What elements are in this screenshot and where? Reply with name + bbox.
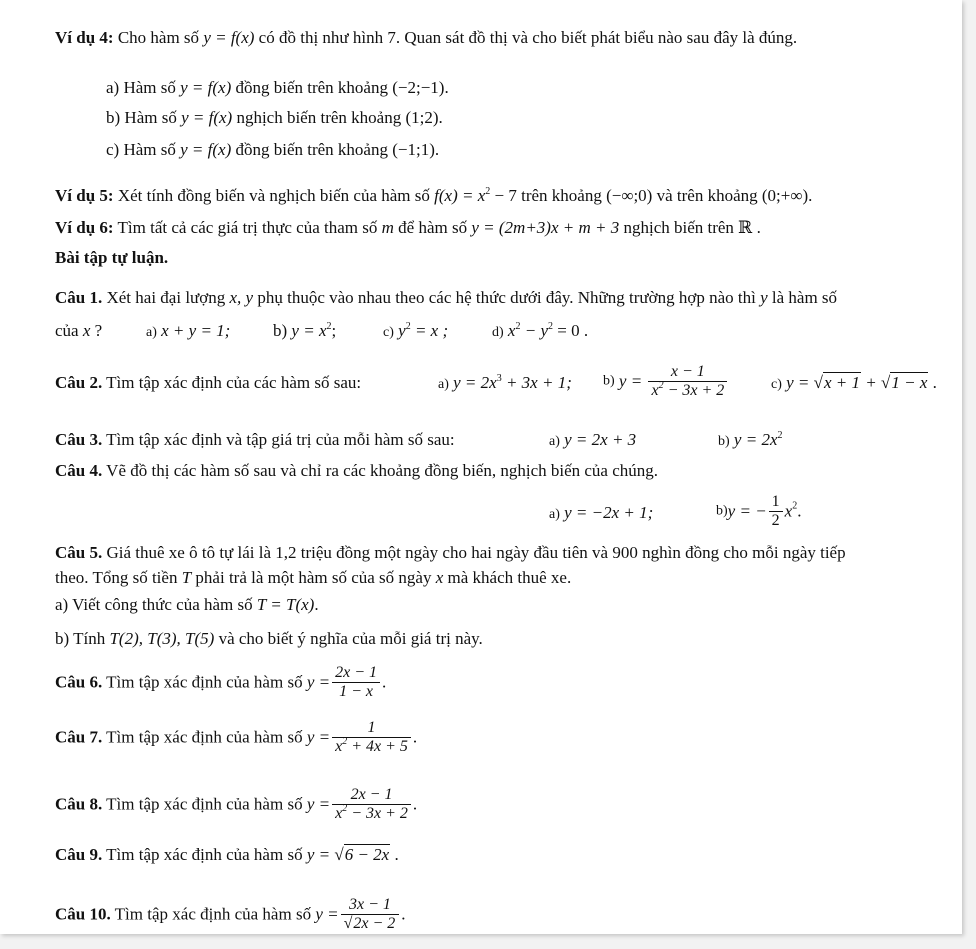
example-5-text-c: và trên khoảng (652, 186, 762, 205)
example-5-statement (55, 186, 812, 206)
q2-option-a-exp: 3 (496, 373, 502, 384)
q7-den-tail: + 4x + 5 (347, 738, 408, 755)
example-6-text-a: Tìm tất cả các giá trị thực của tham số (113, 218, 382, 237)
question-2-label: Câu 2. (55, 373, 103, 392)
q1-text-b: phụ thuộc vào nhau theo các hệ thức dưới đây. Những trường hợp nào thì (253, 288, 761, 307)
q1-text-a: Xét hai đại lượng (102, 288, 230, 307)
q2-option-c-radicand-1: x + 1 (824, 373, 861, 392)
q8-fraction (332, 786, 411, 823)
option-func: y = f(x) (181, 108, 233, 127)
option-interval: (1;2) (405, 108, 439, 127)
example-6-param: m (381, 218, 394, 237)
q1-option-c-label: c) (383, 325, 394, 340)
q10-end: . (401, 904, 406, 924)
q10-text: Tìm tập xác định của hàm số (110, 904, 316, 924)
q2-option-b (603, 363, 729, 400)
q8-numerator: 2x − 1 (350, 786, 393, 803)
q2-den-tail: − 3x + 2 (663, 382, 725, 399)
question-5-part-a (55, 595, 319, 615)
option-prefix: a) Hàm số (106, 78, 181, 97)
example-5-end: . (808, 186, 813, 205)
q4-option-b-fraction (769, 493, 783, 530)
q5-line2-c: mà khách thuê xe. (443, 568, 572, 587)
option-end: . (444, 78, 449, 97)
option-func: y = f(x) (180, 140, 232, 159)
q1-option-b-expr: y = x (291, 321, 327, 340)
example-5-interval-2: (0;+∞) (761, 186, 809, 205)
example-6-label: Ví dụ 6: (55, 218, 114, 237)
q3-option-b-expr: y = 2x (733, 430, 778, 449)
q4-numerator: 1 (771, 493, 780, 510)
question-7 (55, 719, 417, 756)
example-5-exp: 2 (485, 186, 491, 197)
q3-text: Tìm tập xác định và tập giá trị của mỗi hàm số sau: (102, 430, 455, 449)
q2-option-a-expr: y = 2x (453, 373, 497, 392)
q5-line-1: Giá thuê xe ô tô tự lái là 1,2 triệu đồng một ngày cho hai ngày đầu tiên và 900 nghìn đồng cho mỗi ngày tiếp (102, 543, 846, 562)
q2-option-b-fraction (648, 363, 727, 400)
q8-den-var: x (335, 805, 343, 822)
q5-part-a-end: . (314, 595, 319, 614)
q4-text: Vẽ đồ thị các hàm số sau và chỉ ra các khoảng đồng biến, nghịch biến của chúng. (102, 461, 659, 480)
question-8 (55, 786, 417, 823)
option-text: đồng biến trên khoảng (231, 140, 393, 159)
q10-sqrt-sign: √ (343, 915, 353, 932)
q9-lhs: y = √ (306, 845, 344, 864)
question-10 (55, 896, 406, 933)
q8-denominator (332, 804, 411, 823)
q4-option-a (549, 503, 653, 525)
example-5-text-a: Xét tính đồng biến và nghịch biến của hàm số (113, 186, 435, 205)
example-4-statement (55, 28, 797, 48)
q1-option-c-expr: y (398, 321, 406, 340)
q9-end: . (390, 845, 399, 864)
q10-denominator (341, 914, 400, 933)
q3-option-b-exp: 2 (777, 430, 783, 441)
q10-lhs: y = (315, 904, 339, 924)
q3-option-a-label: a) (549, 434, 560, 449)
q2-option-c-mid: + √ (861, 373, 891, 392)
question-2-statement (55, 373, 361, 393)
option-interval: (−2;−1) (392, 78, 445, 97)
q3-option-a (549, 430, 636, 452)
q8-den-exp: 2 (342, 803, 348, 814)
q7-end: . (412, 727, 418, 747)
q8-den-tail: − 3x + 2 (347, 805, 408, 822)
example-4-option-a (106, 78, 449, 98)
q7-den-exp: 2 (342, 736, 348, 747)
q5-var-T: T (181, 568, 192, 587)
q4-option-b (716, 493, 801, 530)
question-5-line-1 (55, 543, 846, 563)
q4-option-a-label: a) (549, 507, 560, 522)
q1-option-b-exp: 2 (326, 321, 332, 332)
question-3-statement (55, 430, 455, 450)
q5-line2-b: phải trả là một hàm số của số ngày (191, 568, 436, 587)
q1-option-a (146, 321, 230, 343)
q2-option-a-tail: + 3x + 1; (501, 373, 572, 392)
q1-option-d-exp: 2 (515, 321, 521, 332)
q1-vars: x, y (229, 288, 254, 307)
option-prefix: c) Hàm số (106, 140, 181, 159)
option-text: nghịch biến trên khoảng (232, 108, 406, 127)
q1-line2-a: của (55, 321, 83, 340)
question-10-label: Câu 10. (55, 904, 111, 924)
option-end: . (434, 140, 440, 159)
q1-option-b-label: b) (273, 321, 288, 340)
example-4-option-b (106, 108, 443, 128)
question-5-label: Câu 5. (55, 543, 103, 562)
q1-option-c-tail: = x ; (410, 321, 449, 340)
q2-option-c (771, 373, 937, 395)
q2-den-exp: 2 (658, 380, 664, 391)
q1-option-d-mid: − y (520, 321, 548, 340)
q5-part-a-text: a) Viết công thức của hàm số (55, 595, 257, 614)
q4-option-b-label: b) (716, 503, 728, 519)
q1-option-a-label: a) (146, 325, 157, 340)
option-end: . (438, 108, 443, 127)
section-title: Bài tập tự luận. (55, 248, 169, 267)
q1-option-c (383, 321, 448, 343)
question-5-line-2 (55, 568, 571, 588)
q1-var-y: y (760, 288, 768, 307)
example-4-text-b: có đồ thị như hình 7. Quan sát đồ thị và cho biết phát biểu nào sau đây là đúng. (254, 28, 798, 47)
q1-option-c-exp: 2 (405, 321, 411, 332)
question-4-statement (55, 461, 658, 481)
question-4-label: Câu 4. (55, 461, 103, 480)
q1-line2-b: ? (90, 321, 103, 340)
q4-option-a-expr: y = −2x + 1; (564, 503, 654, 522)
q2-option-b-label: b) (603, 373, 615, 389)
q4-denominator: 2 (769, 511, 783, 530)
question-6 (55, 664, 386, 701)
q6-end: . (382, 672, 387, 692)
q1-option-d-expr: x (507, 321, 516, 340)
q1-var-x: x (82, 321, 91, 340)
example-5-text-b: trên khoảng (516, 186, 607, 205)
q5-part-b-formula: T(2), T(3), T(5) (109, 629, 215, 648)
q2-option-a-label: a) (438, 377, 449, 392)
option-prefix: b) Hàm số (106, 108, 182, 127)
option-interval: (−1;1) (392, 140, 435, 159)
example-6-text-c: nghịch biến trên ℝ . (619, 218, 761, 237)
q4-option-b-lhs: y = − (727, 501, 767, 521)
q3-option-b (718, 430, 782, 452)
example-5-label: Ví dụ 5: (55, 186, 114, 205)
question-8-label: Câu 8. (55, 794, 103, 814)
q9-text: Tìm tập xác định của hàm số (102, 845, 307, 864)
example-6-statement (55, 218, 761, 238)
q6-text: Tìm tập xác định của hàm số (102, 672, 307, 692)
q5-var-x: x (435, 568, 444, 587)
q6-fraction (332, 664, 380, 701)
q6-lhs: y = (306, 672, 331, 692)
q2-option-c-label: c) (771, 377, 782, 392)
option-func: y = f(x) (180, 78, 232, 97)
q2-option-a (438, 373, 572, 395)
q7-numerator: 1 (367, 719, 376, 736)
q5-line2-a: theo. Tổng số tiền (55, 568, 182, 587)
q10-radicand: 2x − 2 (353, 915, 396, 932)
example-4-option-c (106, 140, 439, 160)
q3-option-a-expr: y = 2x + 3 (564, 430, 637, 449)
q1-option-a-expr: x + y = 1; (161, 321, 231, 340)
q1-text-c: là hàm số (767, 288, 838, 307)
question-1-line-1 (55, 288, 837, 308)
q2-option-c-lhs: y = √ (786, 373, 823, 392)
question-3-label: Câu 3. (55, 430, 103, 449)
q1-option-d-label: d) (492, 325, 504, 340)
q6-numerator: 2x − 1 (335, 664, 378, 681)
q1-option-d-tail: = 0 . (553, 321, 589, 340)
q1-option-b (273, 321, 336, 341)
q3-option-b-label: b) (718, 434, 730, 449)
example-4-label: Ví dụ 4: (55, 28, 114, 47)
example-6-text-b: để hàm số (393, 218, 472, 237)
q2-den-var: x (651, 382, 659, 399)
q10-numerator: 3x − 1 (349, 896, 391, 913)
q1-option-b-end: ; (331, 321, 337, 340)
q6-denominator: 1 − x (332, 682, 380, 701)
question-9-label: Câu 9. (55, 845, 103, 864)
q7-lhs: y = (306, 727, 331, 747)
q8-end: . (412, 794, 418, 814)
q5-part-b-end: và cho biết ý nghĩa của mỗi giá trị này. (214, 629, 483, 648)
q7-denominator (332, 737, 411, 756)
q5-part-b-text: b) Tính (55, 629, 110, 648)
q5-part-a-formula: T = T(x) (256, 595, 315, 614)
q2-option-b-denominator (648, 381, 727, 400)
example-4-text-a: Cho hàm số (117, 28, 204, 47)
q7-den-var: x (335, 738, 343, 755)
question-1-label: Câu 1. (55, 288, 103, 307)
q2-option-c-end: . (928, 373, 937, 392)
example-5-interval-1: (−∞;0) (606, 186, 653, 205)
q1-option-d (492, 321, 588, 343)
q7-fraction (332, 719, 411, 756)
q2-text: Tìm tập xác định của các hàm số sau: (102, 373, 362, 392)
q1-option-d-exp2: 2 (548, 321, 553, 332)
q10-fraction (341, 896, 400, 933)
q8-text: Tìm tập xác định của hàm số (102, 794, 307, 814)
example-5-func: f(x) = x (434, 186, 486, 205)
example-6-func: y = (2m+3)x + m + 3 (471, 218, 620, 237)
q7-text: Tìm tập xác định của hàm số (102, 727, 307, 747)
question-7-label: Câu 7. (55, 727, 103, 747)
q4-var: x (784, 501, 793, 521)
q8-lhs: y = (306, 794, 331, 814)
q4-end: . (797, 501, 802, 521)
q2-option-b-numerator: x − 1 (670, 363, 705, 380)
question-1-line-2 (55, 321, 102, 341)
q4-exp: 2 (792, 500, 798, 512)
q9-radicand: 6 − 2x (344, 845, 390, 864)
question-9 (55, 845, 399, 865)
example-4-func: y = f(x) (203, 28, 255, 47)
question-5-part-b (55, 629, 483, 649)
question-6-label: Câu 6. (55, 672, 103, 692)
q2-option-b-lhs: y = (618, 371, 643, 391)
example-5-func-tail: − 7 (490, 186, 517, 205)
q2-option-c-radicand-2: 1 − x (891, 373, 928, 392)
option-text: đồng biến trên khoảng (231, 78, 393, 97)
